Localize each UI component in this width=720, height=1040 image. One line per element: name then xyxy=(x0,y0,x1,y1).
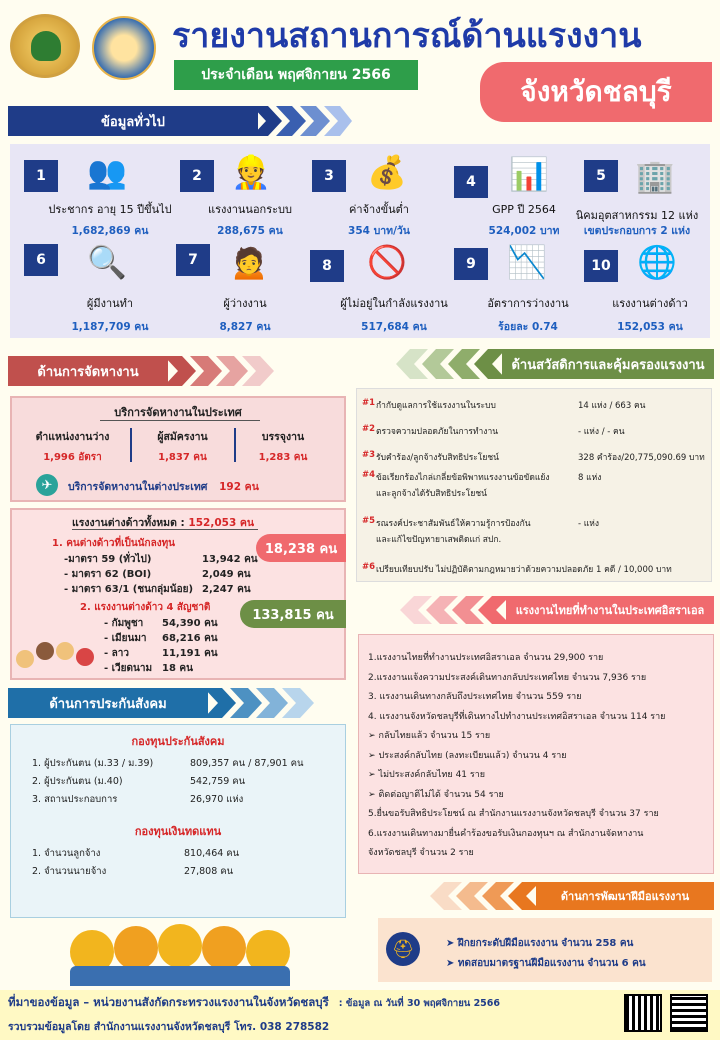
airplane-icon: ✈ xyxy=(36,474,58,496)
children-flags-illustration xyxy=(16,640,94,676)
item-value: 8,827 คน xyxy=(219,321,271,333)
skill-row: ➤ ฝึกยกระดับฝีมือแรงงาน จำนวน 258 คน xyxy=(446,938,634,949)
fund-row-label: 3. สถานประกอบการ xyxy=(32,794,118,805)
nationality-row-label: - เวียดนาม xyxy=(104,663,153,674)
welfare-row-number: #2 xyxy=(362,424,376,434)
item-value: 517,684 คน xyxy=(361,321,427,333)
domestic-title: บริการจัดหางานในประเทศ xyxy=(114,406,242,419)
israel-line-text: 5.ยื่นขอรับสิทธิประโยชน์ ณ สำนักงานแรงงานจังหวัดชลบุรี จำนวน 37 ราย xyxy=(368,809,659,819)
domestic-underline xyxy=(100,420,260,421)
employed-person-icon: 🔍 xyxy=(87,243,127,281)
israel-line xyxy=(368,748,567,762)
item-value: 152,053 คน xyxy=(617,321,683,333)
investor-row-value: 2,247 คน xyxy=(202,584,251,595)
welfare-row-value: 8 แห่ง xyxy=(578,473,602,483)
israel-line-text: ประสงค์กลับไทย (ลงทะเบียนแล้ว) จำนวน 4 ราย xyxy=(378,750,567,761)
israel-line xyxy=(368,728,490,742)
item-number: 2 xyxy=(180,160,214,192)
israel-line xyxy=(368,767,485,781)
item-number: 7 xyxy=(176,244,210,276)
welfare-row-value: 14 แห่ง / 663 คน xyxy=(578,401,646,411)
skill-chevrons xyxy=(430,882,540,910)
comp-row-label: 1. จำนวนลูกจ้าง xyxy=(32,848,101,859)
comp-row-label: 2. จำนวนนายจ้าง xyxy=(32,866,107,877)
qr-code-facebook[interactable] xyxy=(624,994,662,1032)
employment-chevrons xyxy=(164,356,274,386)
fund-row-value: 542,759 คน xyxy=(190,776,246,787)
item-number: 3 xyxy=(312,160,346,192)
welfare-row-text2: และลูกจ้างได้รับสิทธิประโยชน์ xyxy=(376,489,487,499)
worker-helmet-icon: ⛑ xyxy=(386,932,420,966)
industrial-estate-icon: 🏢 xyxy=(635,157,675,195)
item-value: 1,682,869 คน xyxy=(71,225,149,237)
investor-row-label: -มาตรา 59 (ทั่วไป) xyxy=(64,554,152,565)
skill-section-header: ด้านการพัฒนาฝีมือแรงงาน xyxy=(536,882,714,910)
item-label: GPP ปี 2564 xyxy=(492,203,556,216)
israel-line-text: จังหวัดชลบุรี จำนวน 2 ราย xyxy=(368,848,474,858)
province-seal xyxy=(92,16,156,80)
social-fund-title: กองทุนประกันสังคม xyxy=(131,735,225,748)
welfare-row-text2: และแก้ไขปัญหายาเสพติดแก่ สปก. xyxy=(376,535,502,545)
nationality-row-value: 11,191 คน xyxy=(162,648,218,659)
welfare-row-value: - แห่ง xyxy=(578,519,600,529)
welfare-row-text: รับคำร้อง/ลูกจ้างรับสิทธิประโยชน์ xyxy=(376,453,499,463)
investor-row-value: 2,049 คน xyxy=(202,569,251,580)
israel-line-text: ไม่ประสงค์กลับไทย 41 ราย xyxy=(378,770,486,780)
item-number: 6 xyxy=(24,244,58,276)
comp-fund-title: กองทุนเงินทดแทน xyxy=(134,825,222,838)
welfare-row-text: ข้อเรียกร้องไกล่เกลี่ยข้อพิพาทแรงงานข้อขัดแย้ง xyxy=(376,473,550,483)
footer-source: ที่มาของข้อมูล – หน่วยงานสังกัดกระทรวงแรงงานในจังหวัดชลบุรี : ข้อมูล ณ วันที่ 30 พฤศจิกายน 2566 xyxy=(8,995,501,1009)
item-label: อัตราการว่างงาน xyxy=(487,297,569,310)
fund-row-label: 1. ผู้ประกันตน (ม.33 / ม.39) xyxy=(32,758,154,769)
workers-illustration xyxy=(70,924,290,986)
vacancy-col: ตำแหน่งงานว่าง 1,996 อัตรา xyxy=(35,431,110,463)
welfare-row-number: #4 xyxy=(362,470,376,480)
comp-row-value: 27,808 คน xyxy=(184,866,234,877)
investor-row-label: - มาตรา 63/1 (ชนกลุ่มน้อย) xyxy=(64,584,194,595)
nationality-row-label: - เมียนมา xyxy=(104,633,147,644)
ministry-logo xyxy=(10,14,80,78)
item-value: 1,187,709 คน xyxy=(71,321,149,333)
general-chevrons xyxy=(252,106,352,136)
item-value: 354 บาท/วัน xyxy=(348,225,410,237)
gpp-chart-icon: 📊 xyxy=(509,155,549,193)
item-value: 288,675 คน xyxy=(217,225,283,237)
people-group-icon: 👥 xyxy=(87,153,127,191)
welfare-row-text: ตรวจความปลอดภัยในการทำงาน xyxy=(376,427,499,437)
coins-icon: 💰 xyxy=(367,153,407,191)
divider xyxy=(130,428,132,462)
item-number: 10 xyxy=(584,250,618,282)
item-label: แรงงานนอกระบบ xyxy=(207,203,292,216)
fund-row-value: 809,357 คน / 87,901 คน xyxy=(190,758,304,769)
israel-line xyxy=(368,709,665,723)
item-label: ผู้มีงานทำ xyxy=(86,297,134,310)
nationality-total-badge: 133,815 คน xyxy=(240,600,346,628)
item-number: 8 xyxy=(310,250,344,282)
divider xyxy=(234,428,236,462)
investor-row-label: - มาตรา 62 (BOI) xyxy=(64,569,152,580)
welfare-chevrons xyxy=(396,349,506,379)
israel-line-text: 2.แรงงานแจ้งความประสงค์เดินทางกลับประเทศไทย จำนวน 7,936 ราย xyxy=(368,672,647,683)
welfare-row-value: - แห่ง / - คน xyxy=(578,427,625,437)
footer-compiled: รวบรวมข้อมูลโดย สำนักงานแรงงานจังหวัดชลบุรี โทร. 038 278582 xyxy=(8,1021,330,1033)
israel-section-header: แรงงานไทยที่ทำงานในประเทศอิสราเอล xyxy=(506,596,714,624)
skill-row: ➤ ทดสอบมาตรฐานฝีมือแรงงาน จำนวน 6 คน xyxy=(446,958,646,969)
nationality-row-value: 54,390 คน xyxy=(162,618,218,629)
item-value: ร้อยละ 0.74 xyxy=(498,321,558,333)
welfare-row-text: รณรงค์ประชาสัมพันธ์ให้ความรู้การป้องกัน xyxy=(376,519,531,529)
informal-workers-icon: 👷 xyxy=(231,153,271,191)
item-label: ผู้ไม่อยู่ในกำลังแรงงาน xyxy=(340,297,448,310)
foreign-total-underline xyxy=(72,529,258,530)
item-label: ค่าจ้างขั้นต่ำ xyxy=(349,203,409,216)
arrow-icon: ➢ xyxy=(368,750,376,761)
unemployed-icon: 🙍 xyxy=(229,243,269,281)
general-section-header: ข้อมูลทั่วไป xyxy=(8,106,258,136)
israel-line xyxy=(368,787,504,801)
item-label: ประชากร อายุ 15 ปีขึ้นไป xyxy=(48,203,172,216)
arrow-icon: ➢ xyxy=(368,789,376,800)
placed-col: บรรจุงาน 1,283 คน xyxy=(258,431,308,463)
israel-line-text: 4. แรงงานจังหวัดชลบุรีที่เดินทางไปทำงานประเทศอิสราเอล จำนวน 114 ราย xyxy=(368,711,666,722)
investor-total-badge: 18,238 คน xyxy=(256,534,346,562)
israel-line xyxy=(368,689,582,703)
nationality-row-label: - ลาว xyxy=(104,648,129,659)
arrow-icon: ➢ xyxy=(368,770,376,780)
welfare-row-number: #5 xyxy=(362,516,376,526)
applicants-col: ผู้สมัครงาน 1,837 คน xyxy=(157,431,208,463)
israel-line xyxy=(368,670,646,684)
social-panel xyxy=(10,724,346,918)
social-chevrons xyxy=(204,688,314,718)
welfare-panel xyxy=(356,388,712,582)
israel-line-text: 6.แรงงานเดินทางมายื่นคำร้องขอรับเงินกองทุนฯ ณ สำนักงานจัดหางาน xyxy=(368,828,644,839)
item-number: 4 xyxy=(454,166,488,198)
item-number: 5 xyxy=(584,160,618,192)
israel-line-text: กลับไทยแล้ว จำนวน 15 ราย xyxy=(378,731,491,741)
israel-chevrons xyxy=(400,596,510,624)
israel-line xyxy=(368,650,603,664)
welfare-row-number: #3 xyxy=(362,450,376,460)
not-in-labor-force-icon: 🚫 xyxy=(367,243,407,281)
page-title: รายงานสถานการณ์ด้านแรงงาน xyxy=(172,16,642,56)
israel-line xyxy=(368,826,643,840)
item-value: เขตประกอบการ 2 แห่ง xyxy=(583,225,691,237)
welfare-section-header: ด้านสวัสดิการและคุ้มครองแรงงาน xyxy=(502,349,714,379)
investor-title: 1. คนต่างด้าวที่เป็นนักลงทุน xyxy=(52,538,176,549)
investor-row-value: 13,942 คน xyxy=(202,554,258,565)
item-label: แรงงานต่างด้าว xyxy=(612,297,688,310)
item-label: นิคมอุตสาหกรรม 12 แห่ง xyxy=(575,209,699,222)
welfare-row-number: #1 xyxy=(362,398,376,408)
nationality-row-value: 68,216 คน xyxy=(162,633,218,644)
welfare-row-number: #6 xyxy=(362,562,376,572)
welfare-row-text: กำกับดูแลการใช้แรงงานในระบบ xyxy=(376,401,496,411)
item-value: 524,002 บาท xyxy=(488,225,560,237)
item-label: ผู้ว่างงาน xyxy=(223,297,267,310)
israel-line-text: 3. แรงงานเดินทางกลับถึงประเทศไทย จำนวน 559 ราย xyxy=(368,692,582,702)
comp-row-value: 810,464 คน xyxy=(184,848,240,859)
welfare-row-text: เปรียบเทียบปรับ ไม่ปฏิบัติตามกฎหมายว่าด้วยความปลอดภัย 1 คดี / 10,000 บาท xyxy=(376,565,672,575)
province-banner: จังหวัดชลบุรี xyxy=(480,62,712,122)
fund-row-value: 26,970 แห่ง xyxy=(190,794,244,805)
nationality-row-value: 18 คน xyxy=(162,663,193,674)
israel-line-text: 1.แรงงานไทยที่ทำงานประเทศอิสราเอล จำนวน 29,900 ราย xyxy=(368,653,604,663)
israel-line xyxy=(368,845,474,859)
israel-line-text: ติดต่อญาติไม่ได้ จำนวน 54 ราย xyxy=(378,789,504,800)
foreign-total: แรงงานต่างด้าวทั้งหมด : 152,053 คน xyxy=(72,517,255,529)
qr-code-line[interactable] xyxy=(670,994,708,1032)
nationality-row-label: - กัมพูชา xyxy=(104,618,144,629)
fund-row-label: 2. ผู้ประกันตน (ม.40) xyxy=(32,776,123,787)
employment-section-header: ด้านการจัดหางาน xyxy=(8,356,168,386)
unemployment-rate-icon: 📉 xyxy=(507,243,547,281)
foreign-workers-icon: 🌐 xyxy=(637,243,677,281)
welfare-row-value: 328 คำร้อง/20,775,090.69 บาท xyxy=(578,453,705,463)
item-number: 9 xyxy=(454,248,488,280)
arrow-icon: ➢ xyxy=(368,731,376,741)
israel-line xyxy=(368,806,659,820)
month-badge: ประจำเดือน พฤศจิกายน 2566 xyxy=(174,60,418,90)
item-number: 1 xyxy=(24,160,58,192)
nationality-title: 2. แรงงานต่างด้าว 4 สัญชาติ xyxy=(80,602,211,613)
social-section-header: ด้านการประกันสังคม xyxy=(8,688,208,718)
overseas-row: บริการจัดหางานในต่างประเทศ 192 คน xyxy=(68,481,259,493)
